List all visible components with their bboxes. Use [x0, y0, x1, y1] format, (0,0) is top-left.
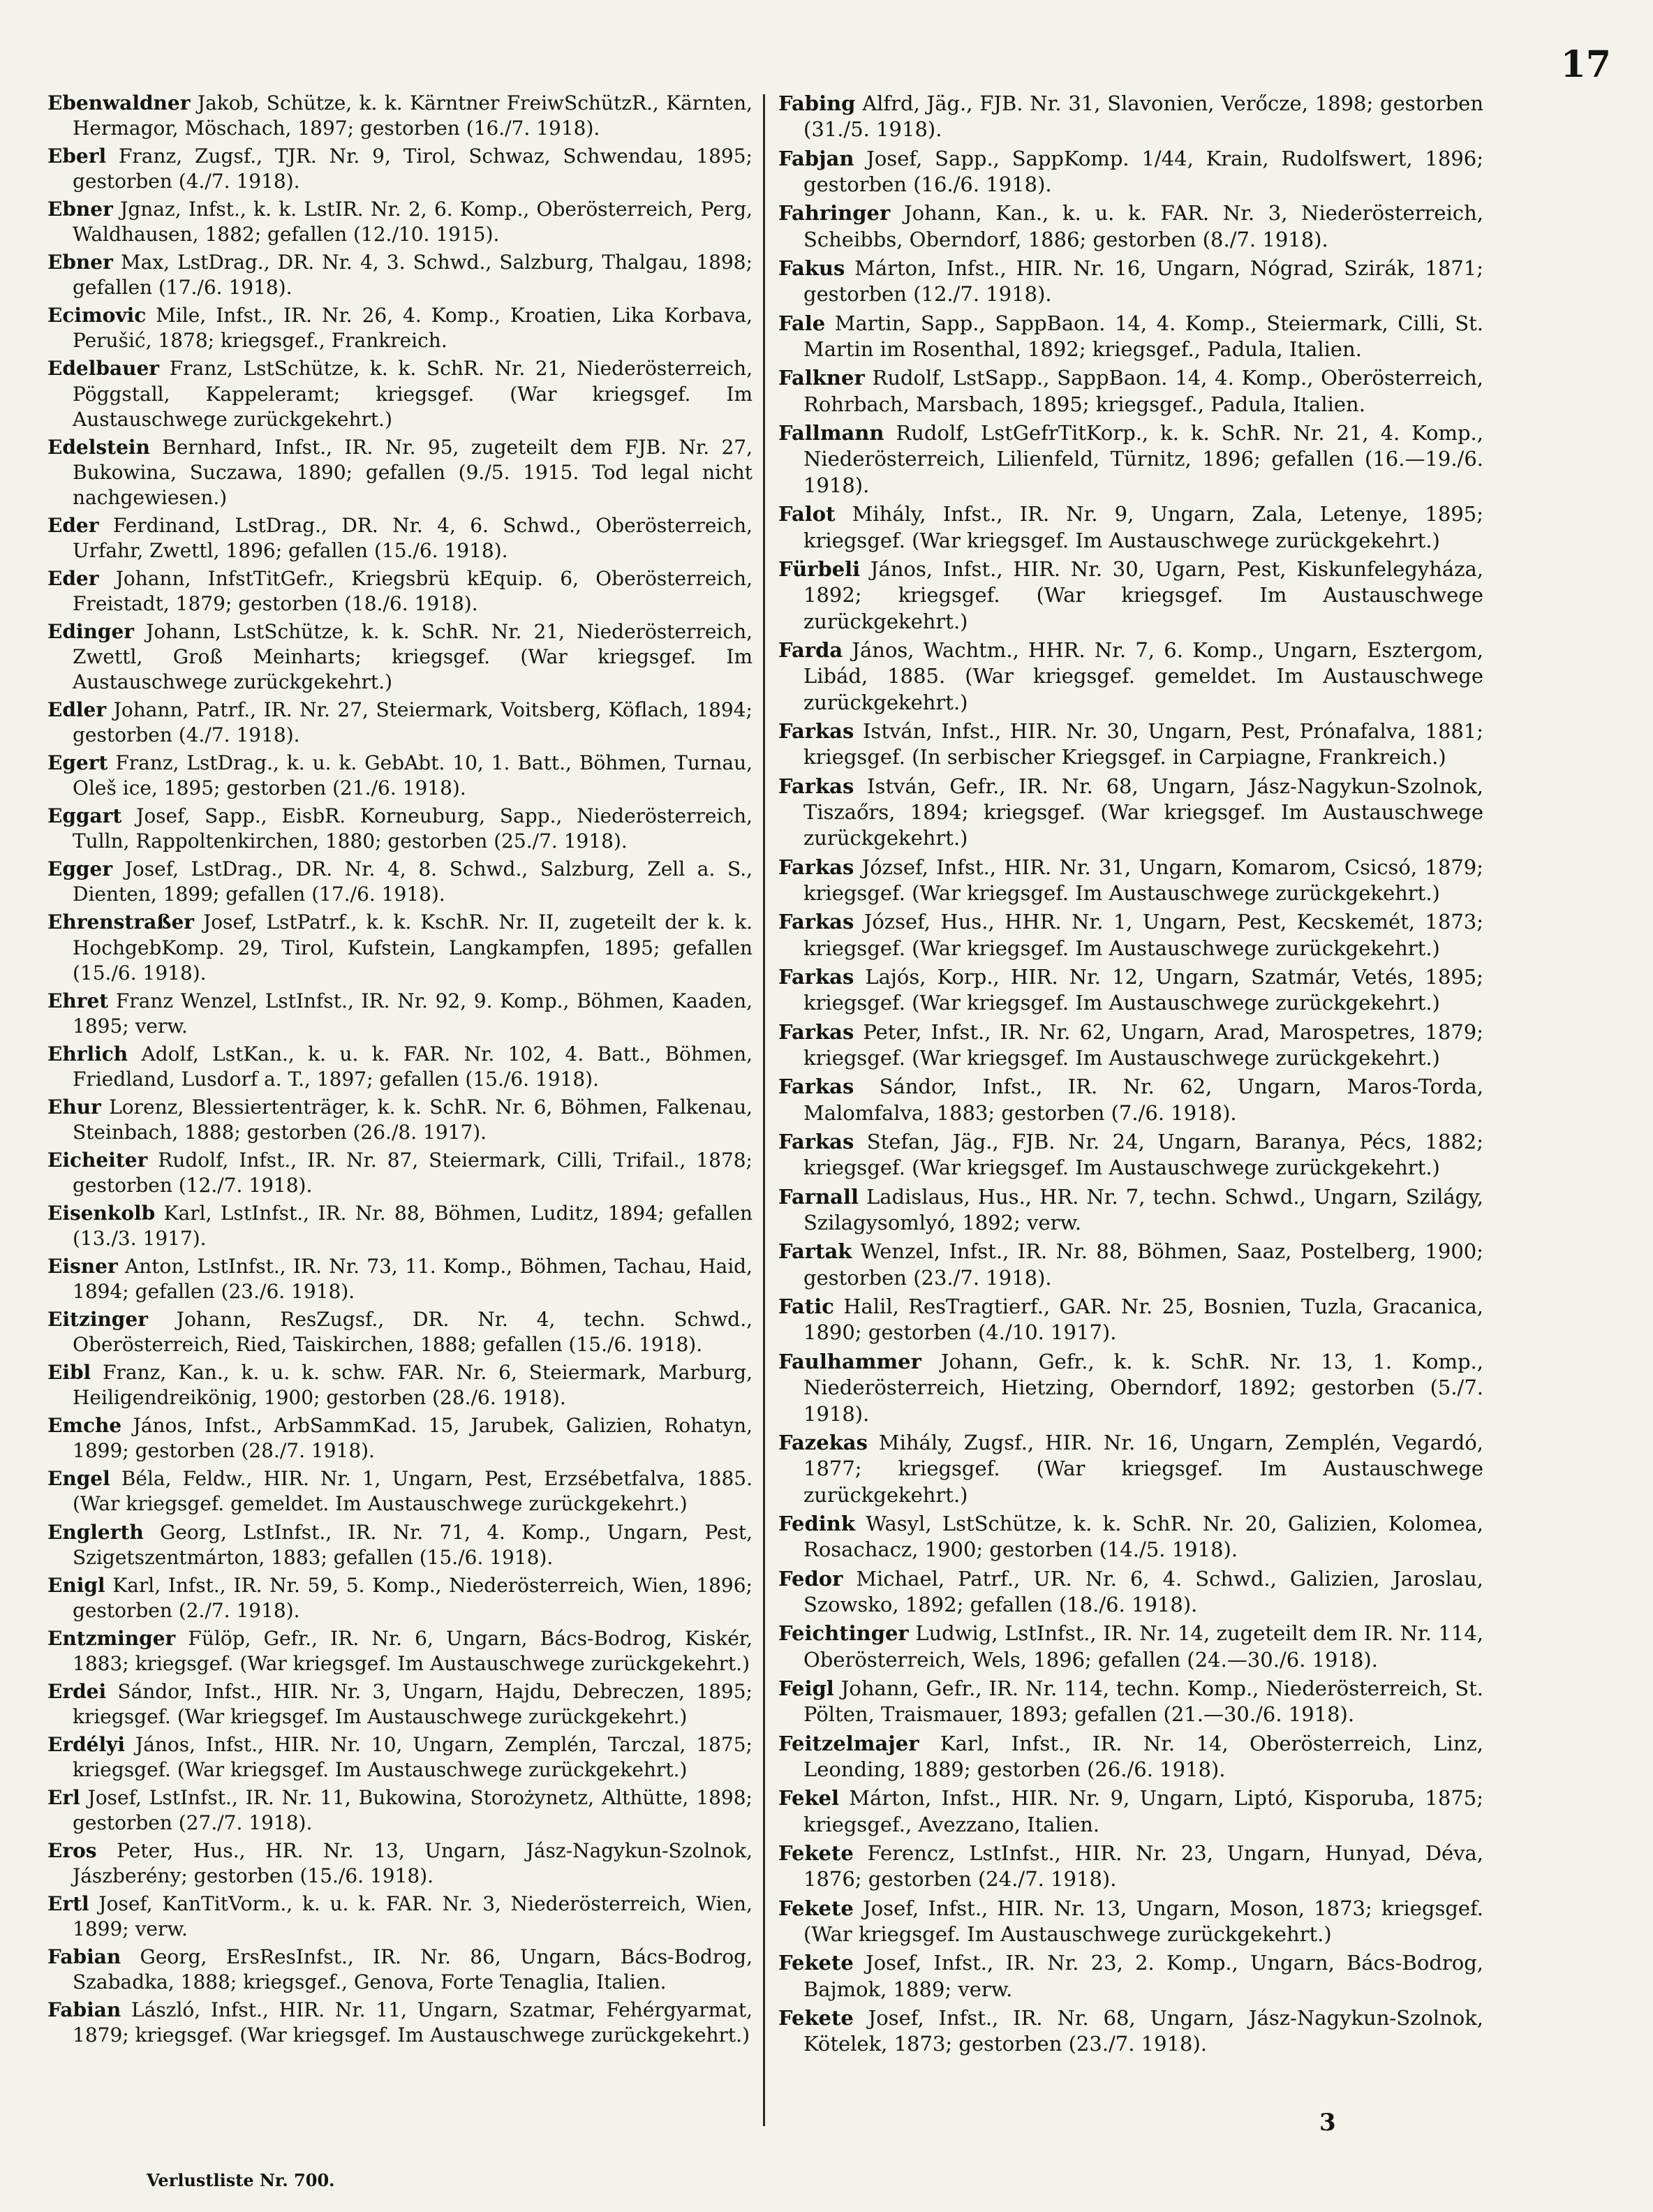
entry-details: Franz, Kan., k. u. k. schw. FAR. Nr. 6, Steiermark, Marburg, Heiligendreikönig, 1900; gestorben (28./6. 1918).	[73, 1361, 753, 1410]
casualty-entry	[47, 1838, 753, 1889]
casualty-entry	[778, 1841, 1483, 1893]
casualty-entry	[47, 1307, 753, 1357]
page-number: 17	[1560, 43, 1611, 86]
casualty-entry	[778, 501, 1483, 554]
surname: Feitzelmajer	[778, 1731, 919, 1755]
right-column	[778, 91, 1483, 2060]
surname: Farkas	[778, 1075, 854, 1099]
surname: Farkas	[778, 774, 854, 798]
surname: Ecimovic	[47, 304, 147, 327]
entry-details: Josef, Infst., IR. Nr. 23, 2. Komp., Ungarn, Bács-Bodrog, Bajmok, 1889; verw.	[803, 1951, 1483, 2001]
entry-details: Peter, Infst., IR. Nr. 62, Ungarn, Arad, Marospetres, 1879; kriegsgef. (War kriegsgef. Im Austauschwege zurückgekehrt.)	[803, 1019, 1483, 1070]
casualty-entry	[778, 1731, 1483, 1783]
casualty-entry	[778, 718, 1483, 771]
entry-details: Franz, Zugsf., TJR. Nr. 9, Tirol, Schwaz, Schwendau, 1895; gestorben (4./7. 1918).	[73, 145, 753, 193]
surname: Eicheiter	[47, 1148, 148, 1172]
surname: Fekete	[778, 2006, 854, 2030]
casualty-entry	[47, 1679, 753, 1730]
entry-details: Georg, ErsResInfst., IR. Nr. 86, Ungarn, Bács-Bodrog, Szabadka, 1888; kriegsgef., Genova, Forte Tenaglia, Italien.	[73, 1945, 753, 1994]
casualty-entry	[47, 698, 753, 748]
casualty-entry	[47, 1254, 753, 1304]
surname: Feichtinger	[778, 1621, 909, 1646]
entry-details: Johann, ResZugsf., DR. Nr. 4, techn. Schwd., Oberösterreich, Ried, Taiskirchen, 1888; gefallen (15./6. 1918).	[73, 1308, 753, 1357]
casualty-entry	[47, 566, 753, 617]
surname: Faulhammer	[778, 1349, 921, 1373]
casualty-entry	[778, 256, 1483, 308]
surname: Engel	[47, 1467, 110, 1491]
entry-details: Mihály, Infst., IR. Nr. 9, Ungarn, Zala, Letenye, 1895; kriegsgef. (War kriegsgef. Im Austauschwege zurückgekehrt.)	[803, 502, 1483, 552]
casualty-entry	[47, 1892, 753, 1942]
casualty-entry	[778, 200, 1483, 253]
entry-details: Béla, Feldw., HIR. Nr. 1, Ungarn, Pest, Erzsébetfalva, 1885. (War kriegsgef. gemeldet. Im Austauschwege zurückgekehrt.)	[73, 1467, 753, 1516]
surname: Eitzinger	[47, 1308, 148, 1332]
casualty-entry	[778, 637, 1483, 716]
entry-details: Wasyl, LstSchütze, k. k. SchR. Nr. 20, Galizien, Kolomea, Rosachacz, 1900; gestorben (14./5. 1918).	[803, 1511, 1483, 1562]
casualty-entry	[778, 909, 1483, 961]
entry-details: István, Gefr., IR. Nr. 68, Ungarn, Jász-Nagykun-Szolnok, Tiszaőrs, 1894; kriegsgef. (War kriegsgef. Im Austauschwege zurückgekehrt.)	[803, 774, 1483, 850]
entry-details: Josef, LstPatrf., k. k. KschR. Nr. II, zugeteilt der k. k. HochgebKomp. 29, Tirol, Kufstein, Langkampfen, 1895; gefallen (15./6. 1918).	[73, 910, 753, 985]
surname: Farkas	[778, 1019, 854, 1044]
surname: Eder	[47, 513, 99, 537]
entry-details: Ferdinand, LstDrag., DR. Nr. 4, 6. Schwd., Oberösterreich, Urfahr, Zwettl, 1896; gefallen (15./6. 1918).	[73, 513, 753, 562]
surname: Fallmann	[778, 421, 884, 445]
entry-details: Josef, LstInfst., IR. Nr. 11, Bukowina, Storożynetz, Althütte, 1898; gestorben (27./7. 1918).	[73, 1786, 753, 1835]
entry-details: Lorenz, Blessiertenträger, k. k. SchR. Nr. 6, Böhmen, Falkenau, Steinbach, 1888; gestorben (26./8. 1917).	[73, 1095, 753, 1144]
casualty-entry	[47, 1945, 753, 1995]
surname: Fatic	[778, 1295, 834, 1319]
surname: Edelstein	[47, 435, 150, 459]
casualty-entry	[47, 435, 753, 510]
casualty-entry	[47, 1520, 753, 1570]
surname: Edinger	[47, 619, 135, 643]
surname: Eder	[47, 566, 99, 590]
casualty-entry	[47, 1466, 753, 1517]
entry-details: Johann, Patrf., IR. Nr. 27, Steiermark, Voitsberg, Köflach, 1894; gestorben (4./7. 1918).	[73, 698, 753, 747]
entry-details: Johann, Gefr., k. k. SchR. Nr. 13, 1. Komp., Niederösterreich, Hietzing, Oberndorf, 1892; gestorben (5./7. 1918).	[803, 1349, 1483, 1426]
surname: Feigl	[778, 1676, 834, 1700]
entry-details: Martin, Sapp., SappBaon. 14, 4. Komp., Steiermark, Cilli, St. Martin im Rosenthal, 1892; kriegsgef., Padula, Italien.	[803, 311, 1483, 362]
entry-details: Sándor, Infst., IR. Nr. 62, Ungarn, Maros-Torda, Malomfalva, 1883; gestorben (7./6. 1918).	[803, 1075, 1483, 1125]
entry-details: Johann, LstSchütze, k. k. SchR. Nr. 21, Niederösterreich, Zwettl, Groß Meinharts; kriegsgef. (War kriegsgef. Im Austauschwege zurückgekehrt.)	[73, 619, 753, 694]
casualty-entry	[778, 556, 1483, 635]
entry-details: Ludwig, LstInfst., IR. Nr. 14, zugeteilt dem IR. Nr. 114, Oberösterreich, Wels, 1896; gefallen (24.—30./6. 1918).	[803, 1621, 1483, 1672]
surname: Fartak	[778, 1239, 852, 1264]
surname: Ehret	[47, 989, 109, 1012]
surname: Fabing	[778, 91, 856, 115]
entry-details: Georg, LstInfst., IR. Nr. 71, 4. Komp., Ungarn, Pest, Szigetszentmárton, 1883; gefallen (15./6. 1918).	[73, 1520, 753, 1569]
entry-details: Johann, Kan., k. u. k. FAR. Nr. 3, Niederösterreich, Scheibbs, Oberndorf, 1886; gestorben (8./7. 1918).	[803, 201, 1483, 251]
entry-details: Franz, LstDrag., k. u. k. GebAbt. 10, 1. Batt., Böhmen, Turnau, Oleš ice, 1895; gestorben (21./6. 1918).	[73, 751, 753, 800]
entry-details: Stefan, Jäg., FJB. Nr. 24, Ungarn, Baranya, Pécs, 1882; kriegsgef. (War kriegsgef. Im Austauschwege zurückgekehrt.)	[803, 1130, 1483, 1180]
casualty-entry	[778, 1950, 1483, 2003]
casualty-entry	[778, 1349, 1483, 1427]
entry-details: János, Wachtm., HHR. Nr. 7, 6. Komp., Ungarn, Esztergom, Libád, 1885. (War kriegsgef. gemeldet. Im Austauschwege zurückgekehrt.)	[803, 637, 1483, 714]
entry-details: Karl, LstInfst., IR. Nr. 88, Böhmen, Luditz, 1894; gefallen (13./3. 1917).	[73, 1201, 753, 1251]
surname: Farkas	[778, 1130, 854, 1154]
casualty-entry	[47, 1732, 753, 1783]
surname: Ebenwaldner	[47, 91, 191, 115]
surname: Erdélyi	[47, 1732, 126, 1756]
entry-details: Rudolf, LstGefrTitKorp., k. k. SchR. Nr. 21, 4. Komp., Niederösterreich, Lilienfeld, Türnitz, 1896; gefallen (16.—19./6. 1918).	[803, 421, 1483, 497]
casualty-entry	[778, 1129, 1483, 1181]
surname: Fazekas	[778, 1430, 868, 1454]
casualty-entry	[47, 1573, 753, 1623]
surname: Fedor	[778, 1566, 843, 1591]
casualty-entry	[778, 1184, 1483, 1237]
casualty-entry	[47, 513, 753, 563]
casualty-entry	[778, 2005, 1483, 2058]
casualty-entry	[47, 1998, 753, 2048]
surname: Erl	[47, 1786, 80, 1809]
surname: Fabian	[47, 1945, 121, 1969]
entry-details: László, Infst., HIR. Nr. 11, Ungarn, Szatmar, Fehérgyarmat, 1879; kriegsgef. (War kriegsgef. Im Austauschwege zurückgekehrt.)	[73, 1998, 753, 2047]
entry-details: Wenzel, Infst., IR. Nr. 88, Böhmen, Saaz, Postelberg, 1900; gestorben (23./7. 1918).	[803, 1239, 1483, 1290]
casualty-entry	[47, 910, 753, 985]
entry-details: Josef, LstDrag., DR. Nr. 4, 8. Schwd., Salzburg, Zell a. S., Dienten, 1899; gefallen (17./6. 1918).	[73, 857, 753, 906]
casualty-entry	[778, 774, 1483, 852]
surname: Fekel	[778, 1786, 840, 1811]
casualty-entry	[778, 1239, 1483, 1291]
surname: Fekete	[778, 1841, 854, 1865]
surname: Emche	[47, 1414, 122, 1438]
entry-details: Alfrd, Jäg., FJB. Nr. 31, Slavonien, Verőcze, 1898; gestorben (31./5. 1918).	[803, 91, 1483, 142]
casualty-entry	[778, 1019, 1483, 1072]
surname: Eisenkolb	[47, 1201, 156, 1225]
surname: Fabian	[47, 1998, 121, 2022]
entry-details: Mile, Infst., IR. Nr. 26, 4. Komp., Kroatien, Lika Korbava, Perušić, 1878; kriegsgef., Frankreich.	[73, 304, 753, 353]
entry-details: Márton, Infst., HIR. Nr. 16, Ungarn, Nógrad, Szirák, 1871; gestorben (12./7. 1918).	[803, 256, 1483, 307]
casualty-entry	[47, 804, 753, 854]
surname: Fekete	[778, 1951, 854, 1975]
casualty-entry	[47, 751, 753, 801]
entry-details: István, Infst., HIR. Nr. 30, Ungarn, Pest, Prónafalva, 1881; kriegsgef. (In serbischer Kriegsgef. in Carpiagne, Frankreich.)	[803, 718, 1483, 769]
entry-details: Sándor, Infst., HIR. Nr. 3, Ungarn, Hajdu, Debreczen, 1895; kriegsgef. (War kriegsgef. Im Austauschwege zurückgekehrt.)	[73, 1679, 753, 1728]
surname: Fale	[778, 311, 826, 335]
surname: Fahringer	[778, 201, 891, 226]
surname: Egger	[47, 857, 113, 881]
entry-details: Márton, Infst., HIR. Nr. 9, Ungarn, Liptó, Kisporuba, 1875; kriegsgef., Avezzano, Italien.	[803, 1786, 1483, 1836]
surname: Eros	[47, 1839, 97, 1863]
surname: Fürbeli	[778, 556, 861, 581]
entry-details: Franz Wenzel, LstInfst., IR. Nr. 92, 9. Komp., Böhmen, Kaaden, 1895; verw.	[73, 989, 753, 1038]
entry-details: Mihály, Zugsf., HIR. Nr. 16, Ungarn, Zemplén, Vegardó, 1877; kriegsgef. (War kriegsgef. Im Austauschwege zurückgekehrt.)	[803, 1430, 1483, 1507]
surname: Eisner	[47, 1255, 118, 1278]
surname: Farda	[778, 637, 843, 662]
surname: Fakus	[778, 256, 845, 281]
casualty-entry	[778, 964, 1483, 1017]
surname: Egert	[47, 751, 108, 775]
casualty-entry	[778, 1896, 1483, 1948]
casualty-entry	[47, 197, 753, 247]
casualty-entry	[778, 855, 1483, 907]
casualty-entry	[778, 146, 1483, 198]
surname: Ehrlich	[47, 1042, 128, 1066]
casualty-entry	[47, 1360, 753, 1410]
casualty-entry	[47, 303, 753, 353]
casualty-entry	[47, 1785, 753, 1836]
surname: Ebner	[47, 198, 113, 221]
casualty-entry	[47, 1201, 753, 1251]
entry-details: Michael, Patrf., UR. Nr. 6, 4. Schwd., Galizien, Jaroslau, Szowsko, 1892; gefallen (18./6. 1918).	[803, 1566, 1483, 1616]
entry-details: Johann, Gefr., IR. Nr. 114, techn. Komp., Niederösterreich, St. Pölten, Traismauer, 1893; gefallen (21.—30./6. 1918).	[803, 1676, 1483, 1727]
surname: Eberl	[47, 145, 107, 168]
entry-details: János, Infst., HIR. Nr. 30, Ugarn, Pest, Kiskunfelegyháza, 1892; kriegsgef. (War kriegsgef. Im Austauschwege zurückgekehrt.)	[803, 556, 1483, 633]
footer-list-label: Verlustliste Nr. 700.	[147, 2170, 335, 2190]
casualty-entry	[778, 1621, 1483, 1673]
entry-details: Peter, Hus., HR. Nr. 13, Ungarn, Jász-Nagykun-Szolnok, Jászberény; gestorben (15./6. 1918).	[73, 1839, 753, 1888]
surname: Fekete	[778, 1896, 854, 1920]
entry-details: Johann, InfstTitGefr., Kriegsbrü kEquip. 6, Oberösterreich, Freistadt, 1879; gestorben (18./6. 1918).	[73, 566, 753, 615]
surname: Farkas	[778, 718, 854, 743]
surname: Ertl	[47, 1892, 89, 1916]
surname: Ebner	[47, 251, 113, 274]
surname: Fabjan	[778, 146, 854, 170]
casualty-entry	[47, 144, 753, 194]
surname: Eibl	[47, 1361, 91, 1385]
casualty-entry	[47, 1148, 753, 1198]
entry-details: Jgnaz, Infst., k. k. LstIR. Nr. 2, 6. Komp., Oberösterreich, Perg, Waldhausen, 1882; gefallen (12./10. 1915).	[73, 198, 753, 246]
entry-details: Josef, KanTitVorm., k. u. k. FAR. Nr. 3, Niederösterreich, Wien, 1899; verw.	[73, 1892, 753, 1941]
surname: Enigl	[47, 1573, 105, 1597]
entry-details: Lajós, Korp., HIR. Nr. 12, Ungarn, Szatmár, Vetés, 1895; kriegsgef. (War kriegsgef. Im Austauschwege zurückgekehrt.)	[803, 965, 1483, 1015]
entry-details: Anton, LstInfst., IR. Nr. 73, 11. Komp., Böhmen, Tachau, Haid, 1894; gefallen (23./6. 1918).	[73, 1255, 753, 1304]
left-column	[47, 91, 753, 2051]
entry-details: Karl, Infst., IR. Nr. 59, 5. Komp., Niederösterreich, Wien, 1896; gestorben (2./7. 1918).	[73, 1573, 753, 1622]
casualty-entry	[47, 989, 753, 1039]
entry-details: Josef, Infst., HIR. Nr. 13, Ungarn, Moson, 1873; kriegsgef. (War kriegsgef. Im Austauschwege zurückgekehrt.)	[803, 1896, 1483, 1947]
surname: Farkas	[778, 855, 854, 879]
entry-details: Rudolf, LstSapp., SappBaon. 14, 4. Komp., Oberösterreich, Rohrbach, Marsbach, 1895; kriegsgef., Padula, Italien.	[803, 366, 1483, 416]
entry-details: Adolf, LstKan., k. u. k. FAR. Nr. 102, 4. Batt., Böhmen, Friedland, Lusdorf a. T., 1897; gefallen (15./6. 1918).	[73, 1042, 753, 1091]
surname: Farnall	[778, 1184, 859, 1209]
entry-details: József, Infst., HIR. Nr. 31, Ungarn, Komarom, Csicsó, 1879; kriegsgef. (War kriegsgef. Im Austauschwege zurückgekehrt.)	[803, 855, 1483, 905]
casualty-entry	[47, 1095, 753, 1145]
entry-details: Fülöp, Gefr., IR. Nr. 6, Ungarn, Bács-Bodrog, Kiskér, 1883; kriegsgef. (War kriegsgef. Im Austauschwege zurückgekehrt.)	[73, 1626, 753, 1675]
entry-details: Josef, Infst., IR. Nr. 68, Ungarn, Jász-Nagykun-Szolnok, Kötelek, 1873; gestorben (23./7. 1918).	[803, 2006, 1483, 2056]
surname: Edler	[47, 698, 107, 722]
casualty-entry	[778, 91, 1483, 143]
casualty-entry	[778, 1511, 1483, 1563]
entry-details: Bernhard, Infst., IR. Nr. 95, zugeteilt dem FJB. Nr. 27, Bukowina, Suczawa, 1890; gefallen (9./5. 1915. Tod legal nicht nachgewiesen.)	[73, 435, 753, 509]
casualty-entry	[47, 619, 753, 695]
casualty-entry	[778, 1676, 1483, 1728]
entry-details: János, Infst., HIR. Nr. 10, Ungarn, Zemplén, Tarczal, 1875; kriegsgef. (War kriegsgef. Im Austauschwege zurückgekehrt.)	[73, 1732, 753, 1781]
casualty-entry	[778, 365, 1483, 418]
casualty-entry	[778, 1074, 1483, 1126]
entry-details: Rudolf, Infst., IR. Nr. 87, Steiermark, Cilli, Trifail., 1878; gestorben (12./7. 1918).	[73, 1148, 753, 1197]
surname: Ehrenstraßer	[47, 910, 195, 934]
surname: Englerth	[47, 1520, 144, 1544]
casualty-entry	[47, 1626, 753, 1676]
entry-details: Jakob, Schütze, k. k. Kärntner FreiwSchützR., Kärnten, Hermagor, Möschach, 1897; gestorben (16./7. 1918).	[73, 91, 753, 140]
entry-details: József, Hus., HHR. Nr. 1, Ungarn, Pest, Kecskemét, 1873; kriegsgef. (War kriegsgef. Im Austauschwege zurückgekehrt.)	[803, 910, 1483, 960]
casualty-entry	[778, 1785, 1483, 1838]
entry-details: Ferencz, LstInfst., HIR. Nr. 23, Ungarn, Hunyad, Déva, 1876; gestorben (24./7. 1918).	[803, 1841, 1483, 1892]
column-divider	[763, 94, 765, 2126]
casualty-entry	[778, 311, 1483, 363]
entry-details: Karl, Infst., IR. Nr. 14, Oberösterreich, Linz, Leonding, 1889; gestorben (26./6. 1918).	[803, 1731, 1483, 1781]
entry-details: Franz, LstSchütze, k. k. SchR. Nr. 21, Niederösterreich, Pöggstall, Kappeleramt; kriegsgef. (War kriegsgef. Im Austauschwege zurückgekehrt.)	[73, 357, 753, 431]
entry-details: Halil, ResTragtierf., GAR. Nr. 25, Bosnien, Tuzla, Gracanica, 1890; gestorben (4./10. 1917).	[803, 1295, 1483, 1345]
surname: Farkas	[778, 965, 854, 989]
casualty-entry	[778, 420, 1483, 499]
entry-details: Ladislaus, Hus., HR. Nr. 7, techn. Schwd., Ungarn, Szilágy, Szilagysomlyó, 1892; verw.	[803, 1184, 1483, 1235]
surname: Falkner	[778, 366, 865, 390]
casualty-entry	[47, 250, 753, 300]
casualty-entry	[778, 1430, 1483, 1508]
casualty-entry	[47, 1413, 753, 1463]
casualty-entry	[778, 1566, 1483, 1619]
casualty-entry	[47, 857, 753, 907]
casualty-entry	[47, 1042, 753, 1092]
entry-details: Josef, Sapp., EisbR. Korneuburg, Sapp., Niederösterreich, Tulln, Rappoltenkirchen, 1880; gestorben (25./7. 1918).	[73, 804, 753, 853]
surname: Falot	[778, 502, 836, 526]
surname: Ehur	[47, 1095, 101, 1119]
entry-details: János, Infst., ArbSammKad. 15, Jarubek, Galizien, Rohatyn, 1899; gestorben (28./7. 1918).	[73, 1414, 753, 1463]
surname: Fedink	[778, 1511, 855, 1535]
casualty-entry	[47, 356, 753, 432]
casualty-entry	[778, 1294, 1483, 1346]
surname: Erdei	[47, 1679, 107, 1703]
surname: Farkas	[778, 910, 854, 934]
surname: Eggart	[47, 804, 122, 828]
surname: Entzminger	[47, 1626, 176, 1650]
entry-details: Josef, Sapp., SappKomp. 1/44, Krain, Rudolfswert, 1896; gestorben (16./6. 1918).	[803, 146, 1483, 197]
surname: Edelbauer	[47, 357, 160, 381]
footer-signature: 3	[1319, 2109, 1336, 2137]
casualty-entry	[47, 91, 753, 141]
entry-details: Max, LstDrag., DR. Nr. 4, 3. Schwd., Salzburg, Thalgau, 1898; gefallen (17./6. 1918).	[73, 251, 753, 300]
